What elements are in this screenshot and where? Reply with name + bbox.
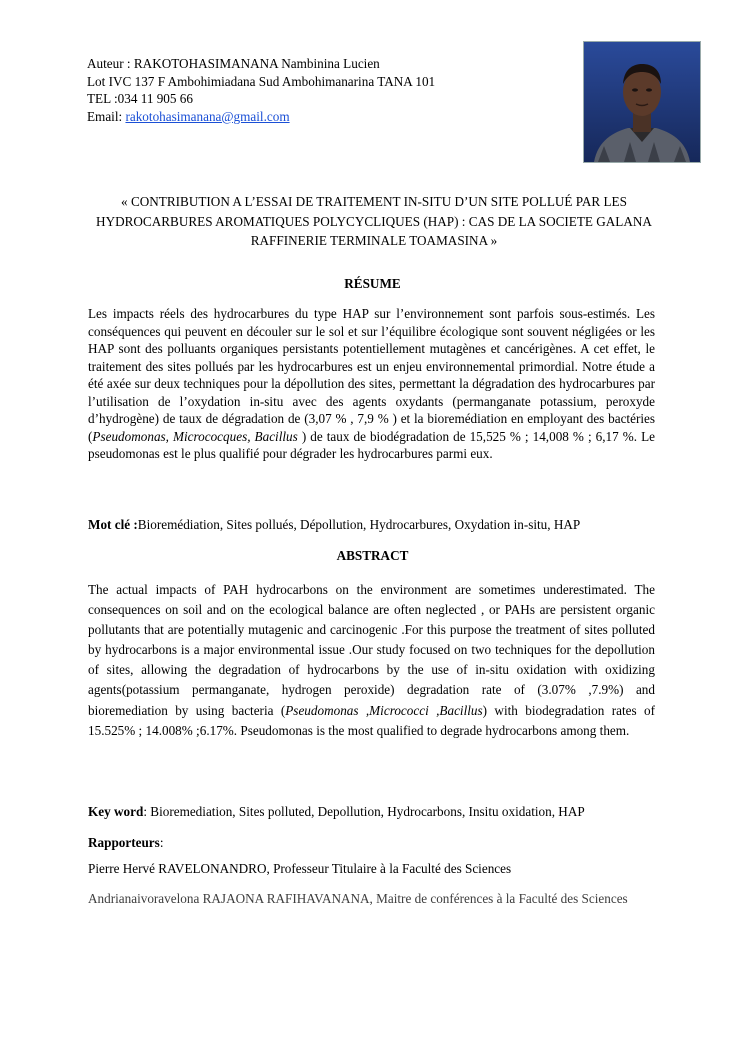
rapporteurs-colon: :: [159, 835, 164, 850]
author-block: [87, 55, 435, 125]
resume-paragraph: [88, 305, 655, 463]
email-label: Email:: [87, 108, 126, 124]
author-photo: [583, 41, 701, 163]
abstract-text-1: The actual impacts of PAH hydrocarbons on the environment are sometimes underestimated. The consequences on soil and on the ecological balance are often neglected , or PAHs are persistent organic pollutants that are potentially mutagenic and carcinogenic .For this purpose the treatment of sites polluted by hydrocarbons is a major environmental issue .Our study focused on two techniques for the depollution of sites, allowing the degradation of hydrocarbons by the use of in-situ oxidation with oxidizing agents(potassium permanganate, hydrogen peroxide) degradation rate of (3.07% ,7.9%) and bioremediation by using bacteria (: [88, 582, 655, 718]
abstract-keywords: [88, 803, 655, 821]
abstract-bacteria-names: Pseudomonas ,Micrococci ,Bacillus: [285, 702, 483, 718]
author-phone: TEL :034 11 905 66: [87, 91, 193, 107]
resume-keywords-label: Mot clé :: [88, 517, 138, 532]
resume-heading: RÉSUME: [344, 276, 401, 291]
author-email-line: [87, 108, 435, 126]
thesis-title: « CONTRIBUTION A L’ESSAI DE TRAITEMENT IN-SITU D’UN SITE POLLUÉ PAR LES HYDROCARBURES AROMATIQUES POLYCYCLIQUES (HAP) : CAS DE LA SOCIETE GALANA RAFFINERIE TERMINALE TOAMASINA »: [96, 194, 652, 248]
resume-text-1: Les impacts réels des hydrocarbures du type HAP sur l’environnement sont parfois sous-estimés. Les conséquences qui peuvent en découler sur le sol et sur l’équilibre écologique sont souvent négligées or les HAP sont des polluants organiques persistants potentiellement mutagènes et cancérigènes. A cet effet, le traitement des sites pollués par les hydrocarbures est un enjeu environnemental primordial. Notre étude a été axée sur deux techniques pour la dépollution des sites, permettant la dégradation des hydrocarbures par l’utilisation de l’oxydation in-situ avec des agents oxydants (permanganate potassium, peroxyde d’hydrogène) de taux de dégradation de (3,07 % , 7,9 % ) et la bioremédiation en employant des bactéries (: [88, 306, 655, 444]
resume-keywords: [88, 516, 655, 534]
abstract-paragraph: [88, 580, 655, 741]
resume-keywords-text: Bioremédiation, Sites pollués, Dépollution, Hydrocarbures, Oxydation in-situ, HAP: [137, 517, 581, 532]
author-address: Lot IVC 137 F Ambohimiadana Sud Ambohimanarina TANA 101: [87, 73, 436, 89]
rapporteurs-label: Rapporteurs: [88, 835, 160, 850]
rapporteur-1: Pierre Hervé RAVELONANDRO, Professeur Titulaire à la Faculté des Sciences: [88, 861, 512, 876]
abstract-text-2: ) with biodegradation rates of 15.525% ; 14.008% ;6.17%. Pseudomonas is the most qualified to degrade hydrocarbons among them.: [88, 702, 655, 738]
rapporteur-2: Andrianaivoravelona RAJAONA RAFIHAVANANA, Maitre de conférences à la Faculté des Sciences: [88, 891, 628, 906]
email-link[interactable]: rakotohasimanana@gmail.com: [125, 108, 290, 124]
author-name: Auteur : RAKOTOHASIMANANA Nambinina Lucien: [87, 56, 380, 71]
abstract-keywords-label: Key word: [88, 804, 144, 819]
resume-text-2: ) de taux de biodégradation de 15,525 % ; 14,008 % ; 6,17 %. Le pseudomonas est le plus qualifié pour dégrader les hydrocarbures parmi eux.: [88, 428, 655, 461]
resume-bacteria-names: Pseudomonas, Micrococques, Bacillus: [92, 428, 298, 444]
abstract-keywords-text: : Bioremediation, Sites polluted, Depollution, Hydrocarbons, Insitu oxidation, HAP: [143, 804, 585, 819]
portrait-image: [584, 42, 700, 162]
rapporteurs-heading: [88, 834, 163, 852]
abstract-heading: ABSTRACT: [336, 548, 409, 563]
